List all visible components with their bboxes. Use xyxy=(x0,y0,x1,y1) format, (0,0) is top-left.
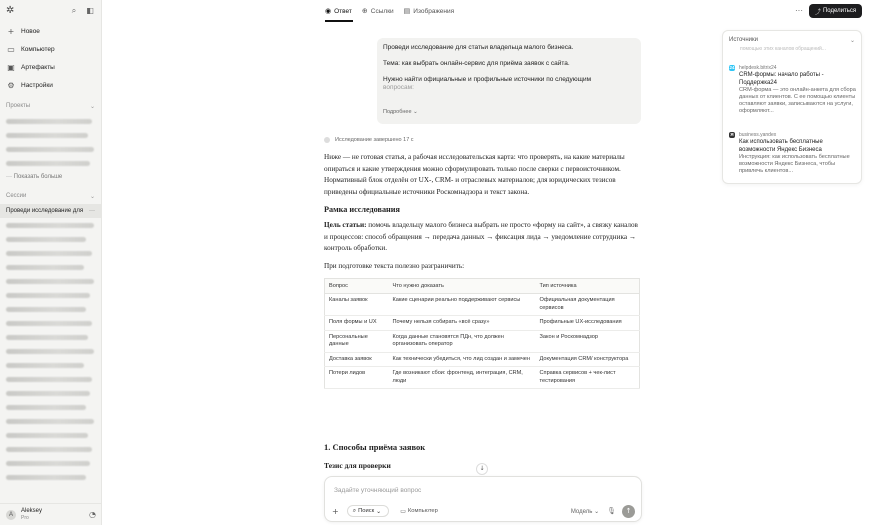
search-icon[interactable]: ⌕ xyxy=(71,6,77,15)
table-cell: Когда данные становятся ПДн, что должен организовать оператор xyxy=(389,330,536,352)
project-item[interactable] xyxy=(0,156,101,170)
session-item[interactable] xyxy=(0,414,101,428)
collapse-sidebar-icon[interactable]: ◧ xyxy=(86,6,94,15)
search-icon: ⌕ xyxy=(352,507,357,514)
sessions-section-header[interactable]: Сессии ⌄ xyxy=(6,192,95,200)
projects-section-header[interactable]: Проекты ⌄ xyxy=(6,102,95,110)
table-cell: Как технически убедиться, что лид создан и замечен xyxy=(389,352,536,367)
session-item[interactable] xyxy=(0,386,101,400)
chevron-down-icon: ⌄ xyxy=(89,192,95,200)
table-cell: Потери лидов xyxy=(325,367,389,389)
column-header: Тип источника xyxy=(536,279,640,294)
status-icon xyxy=(324,137,330,143)
session-item[interactable] xyxy=(0,358,101,372)
source-domain: Я business.yandex xyxy=(730,132,777,138)
article-goal: Цель статьи: помочь владельцу малого бизнеса выбрать не просто «форму на сайт», а связку каналов и процессов: способ обращения → передача данных → фиксация лида → уведомление сотрудника → контроль обработки. xyxy=(324,221,638,252)
share-icon: ⤴ xyxy=(814,8,821,16)
sidebar-item-computer[interactable]: ▭ Компьютер xyxy=(7,44,55,54)
table-cell: Профильные UX-исследования xyxy=(536,316,640,331)
computer-mode-chip[interactable]: ▭ Компьютер xyxy=(400,507,438,515)
chevron-down-icon: ⌄ xyxy=(89,102,95,110)
table-cell: Где возникают сбои: фронтенд, интеграция, CRM, люди xyxy=(389,367,536,389)
avatar: A xyxy=(6,510,16,520)
table-cell: Каналы заявок xyxy=(325,294,389,316)
chevron-down-icon: ⌄ xyxy=(376,507,382,515)
yandex-favicon-icon: Я xyxy=(730,132,734,137)
source-title: CRM-формы: начало работы - Поддержка24 xyxy=(739,72,824,86)
sidebar-item-artifacts[interactable]: ▣ Артефакты xyxy=(7,62,55,72)
globe-icon: ⊕ xyxy=(361,7,368,15)
table-row xyxy=(325,330,640,352)
table-cell: Документация CRM/ конструктора xyxy=(536,352,640,367)
table-cell: Почему нельзя собирать «всё сразу» xyxy=(389,316,536,331)
chevron-down-icon: ⌄ xyxy=(849,36,855,44)
expand-query-link[interactable]: Подробнее ⌄ xyxy=(383,109,418,115)
column-header: Что нужно доказать xyxy=(389,279,536,294)
notification-icon[interactable]: ◔ xyxy=(89,510,96,519)
image-icon: ▤ xyxy=(403,7,411,15)
sidebar-item-settings[interactable]: ⚙ Настройки xyxy=(7,80,53,90)
project-item[interactable] xyxy=(0,128,101,142)
heading-section-1: 1. Способы приёма заявок xyxy=(324,442,426,452)
user-query-bubble: Проведи исследование для статьи владельца малого бизнеса. Тема: как выбрать онлайн-сервис для приёма заявок с сайта. Нужно найти официальные и профильные источники по следующим вопросам: xyxy=(377,38,641,124)
heading-thesis: Тезис для проверки xyxy=(324,461,391,470)
followup-input[interactable]: Задайте уточняющий вопрос xyxy=(334,487,422,494)
bitrix24-favicon-icon: 24 xyxy=(729,65,735,70)
chevron-down-icon: ⌄ xyxy=(413,109,418,115)
session-item[interactable] xyxy=(0,428,101,442)
session-item[interactable] xyxy=(0,344,101,358)
table-cell: Закон и Роскомнадзор xyxy=(536,330,640,352)
session-menu-icon[interactable]: ··· xyxy=(89,208,95,214)
followup-composer[interactable] xyxy=(324,476,642,522)
plus-icon: + xyxy=(7,26,15,36)
session-item[interactable] xyxy=(0,302,101,316)
sidebar-header xyxy=(0,0,101,22)
tab-answer[interactable]: ◉ Ответ xyxy=(325,7,352,15)
source-title: Как использовать бесплатные возможности Яндекс Бизнеса xyxy=(739,139,823,153)
table-row xyxy=(325,294,640,316)
top-bar xyxy=(102,0,870,22)
tab-links[interactable]: ⊕ Ссылки xyxy=(361,7,394,15)
result-tabs xyxy=(325,5,454,17)
settings-icon: ⚙ xyxy=(7,80,15,90)
distinguish-text: При подготовке текста полезно разграничить: xyxy=(324,261,465,270)
table-cell: Персональные данные xyxy=(325,330,389,352)
table-cell: Какие сценарии реально поддерживают сервисы xyxy=(389,294,536,316)
research-status[interactable]: Исследование завершено 17 с xyxy=(324,137,414,143)
project-item[interactable] xyxy=(0,142,101,156)
session-item-active[interactable]: Проведи исследование для ··· xyxy=(0,204,101,218)
table-cell: Справка сервисов + чек-лист тестирования xyxy=(536,367,640,389)
session-item[interactable] xyxy=(0,330,101,344)
session-item[interactable] xyxy=(0,400,101,414)
session-item[interactable] xyxy=(0,232,101,246)
sidebar xyxy=(0,0,102,525)
answer-intro: Ниже — не готовая статья, а рабочая исследовательская карта: что проверять, на какие материалы опираться и какие утверждения можно сформулировать только после сверки с первоисточником. Нормативный блок отделён от UX-, CRM- и отраслевых материалов; для юридических тезисов приведены официальные источники Роскомнадзора и текст закона. xyxy=(324,153,625,196)
send-button[interactable]: ↑ xyxy=(622,505,635,518)
session-item[interactable] xyxy=(0,246,101,260)
artifacts-icon: ▣ xyxy=(7,62,15,72)
scroll-down-icon[interactable]: ↓ xyxy=(476,463,488,475)
search-mode-chip[interactable]: ⌕ Поиск ⌄ xyxy=(347,505,389,517)
session-item[interactable] xyxy=(0,218,101,232)
share-button[interactable]: ⤴ Поделиться xyxy=(809,4,862,18)
table-row xyxy=(325,367,640,389)
composer-toolbar xyxy=(332,504,635,518)
table-cell: Доставка заявок xyxy=(325,352,389,367)
new-thread-button[interactable]: + Новое xyxy=(7,26,40,36)
column-header: Вопрос xyxy=(325,279,389,294)
table-row xyxy=(325,316,640,331)
more-icon: ··· xyxy=(6,174,14,180)
session-item[interactable] xyxy=(0,260,101,274)
source-description: CRM-форма — это онлайн-анкета для сбора данных от клиентов. С ее помощью клиенты оставляют заявки, записываются на услуги, оформляют... xyxy=(739,87,856,114)
session-item[interactable] xyxy=(0,442,101,456)
table-cell: Поля формы и UX xyxy=(325,316,389,331)
attach-icon[interactable]: + xyxy=(332,506,339,516)
source-card[interactable] xyxy=(729,131,857,175)
session-item[interactable] xyxy=(0,274,101,288)
source-faded-text: помощью этих каналов обращений... xyxy=(740,46,826,52)
source-card[interactable] xyxy=(729,64,857,115)
show-more-button[interactable]: ··· Показать больше xyxy=(6,174,63,180)
model-selector[interactable]: Модель ⌄ xyxy=(570,508,600,515)
sources-header[interactable]: Источники ⌄ xyxy=(729,36,855,44)
answer-icon: ◉ xyxy=(325,7,332,15)
tab-images[interactable]: ▤ Изображения xyxy=(403,7,455,15)
table-cell: Официальная документация сервисов xyxy=(536,294,640,316)
user-profile[interactable]: A Aleksey Pro ◔ xyxy=(0,503,102,525)
microphone-icon[interactable]: 🎙 xyxy=(607,507,616,515)
project-item[interactable] xyxy=(0,114,101,128)
thread-main xyxy=(102,22,722,525)
session-item[interactable] xyxy=(0,316,101,330)
research-table xyxy=(324,278,640,389)
sources-panel xyxy=(722,30,862,184)
table-header-row xyxy=(325,279,640,294)
session-item[interactable] xyxy=(0,288,101,302)
monitor-icon: ▭ xyxy=(400,507,406,515)
answer-body xyxy=(324,152,642,389)
more-options-icon[interactable]: ··· xyxy=(795,6,803,15)
session-item[interactable] xyxy=(0,456,101,470)
logo-icon[interactable]: ✲ xyxy=(6,5,15,16)
monitor-icon: ▭ xyxy=(7,44,15,54)
source-description: Инструкция: как использовать бесплатные возможности Яндекс Бизнеса, чтобы привлечь клиентов... xyxy=(739,154,850,174)
table-row xyxy=(325,352,640,367)
session-item[interactable] xyxy=(0,470,101,484)
session-item[interactable] xyxy=(0,372,101,386)
heading-research-frame: Рамка исследования xyxy=(324,205,400,214)
source-domain: 24 helpdesk.bitrix24 xyxy=(729,65,777,71)
